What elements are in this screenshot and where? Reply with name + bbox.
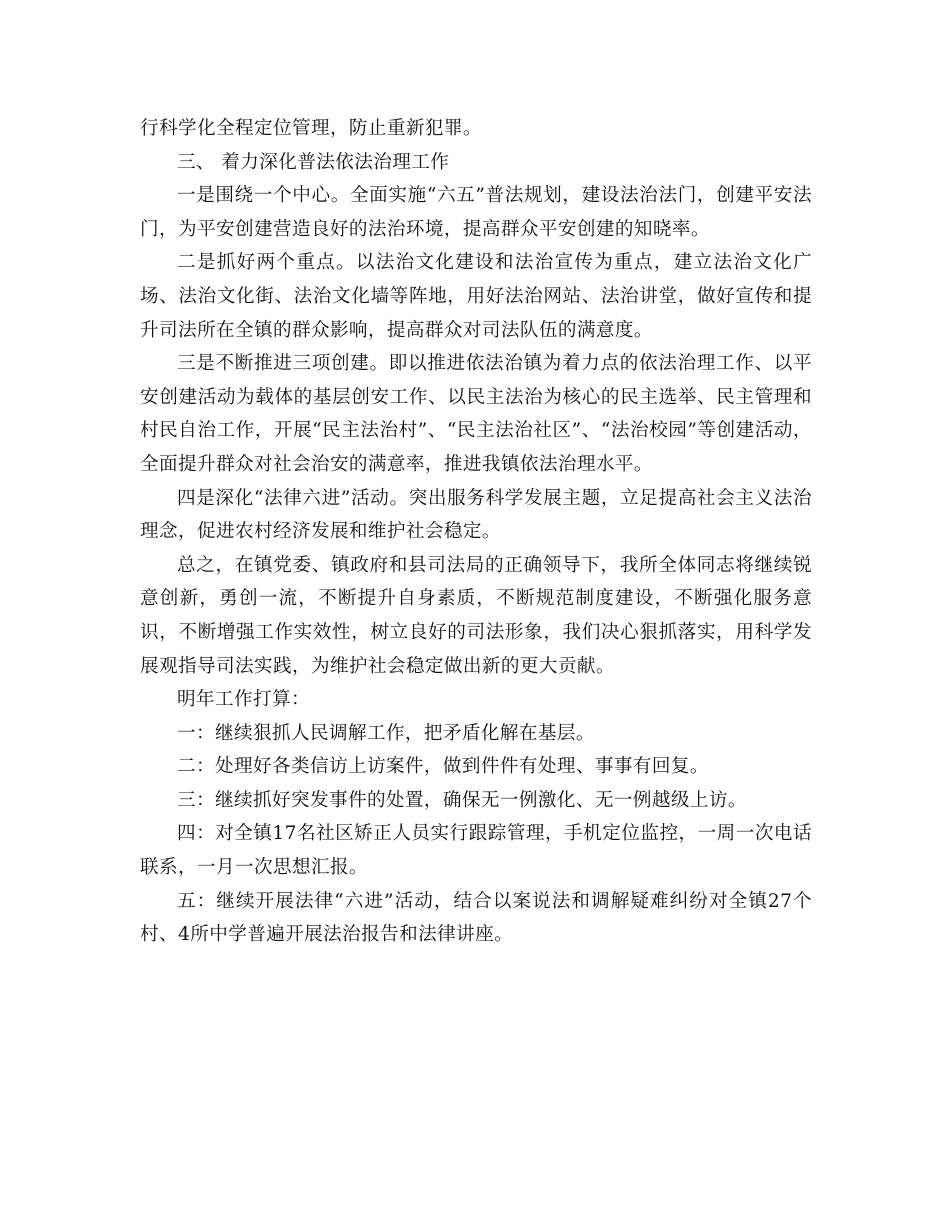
paragraph: 一是围绕一个中心。全面实施“六五”普法规划，建设法治法门，创建平安法门，为平安创建营造良好的法治环境，提高群众平安创建的知晓率。: [140, 185, 812, 240]
plan-item: 四：对全镇17名社区矫正人员实行跟踪管理，手机定位监控，一周一次电话联系，一月一次思想汇报。: [140, 823, 812, 879]
paragraph: 三是不断推进三项创建。即以推进依法治镇为着力点的依法治理工作、以平安创建活动为载体的基层创安工作、以民主法治为核心的民主选举、民主管理和村民自治工作，开展“民主法治村”、“民主法治社区”、“法治校园”等创建活动，全面提升群众对社会治安的满意率，推进我镇依法治理水平。: [140, 353, 812, 475]
plan-heading: 明年工作打算：: [177, 689, 310, 711]
section-heading: 三、 着力深化普法依法治理工作: [177, 151, 450, 173]
paragraph-continuation: 行科学化全程定位管理，防止重新犯罪。: [140, 118, 482, 139]
plan-item: 三：继续抓好突发事件的处置，确保无一例激化、无一例越级上访。: [177, 789, 747, 811]
paragraph: 二是抓好两个重点。以法治文化建设和法治宣传为重点，建立法治文化广场、法治文化街、法治文化墙等阵地，用好法治网站、法治讲堂，做好宣传和提升司法所在全镇的群众影响，提高群众对司法队伍的满意度。: [140, 252, 812, 341]
plan-item: 二：处理好各类信访上访案件，做到件件有处理、事事有回复。: [177, 756, 709, 778]
paragraph: 四是深化“法律六进”活动。突出服务科学发展主题，立足提高社会主义法治理念，促进农村经济发展和维护社会稳定。: [140, 487, 812, 543]
plan-item: 一：继续狠抓人民调解工作，把矛盾化解在基层。: [177, 722, 595, 744]
plan-item: 五：继续开展法律“六进”活动，结合以案说法和调解疑难纠纷对全镇27个村、4所中学普遍开展法治报告和法律讲座。: [140, 890, 812, 946]
paragraph-summary: 总之，在镇党委、镇政府和县司法局的正确领导下，我所全体同志将继续锐意创新，勇创一流，不断提升自身素质，不断规范制度建设，不断强化服务意识，不断增强工作实效性，树立良好的司法形象，我们决心狠抓落实，用科学发展观指导司法实践，为维护社会稳定做出新的更大贡献。: [140, 554, 812, 677]
document-body: [140, 112, 812, 952]
